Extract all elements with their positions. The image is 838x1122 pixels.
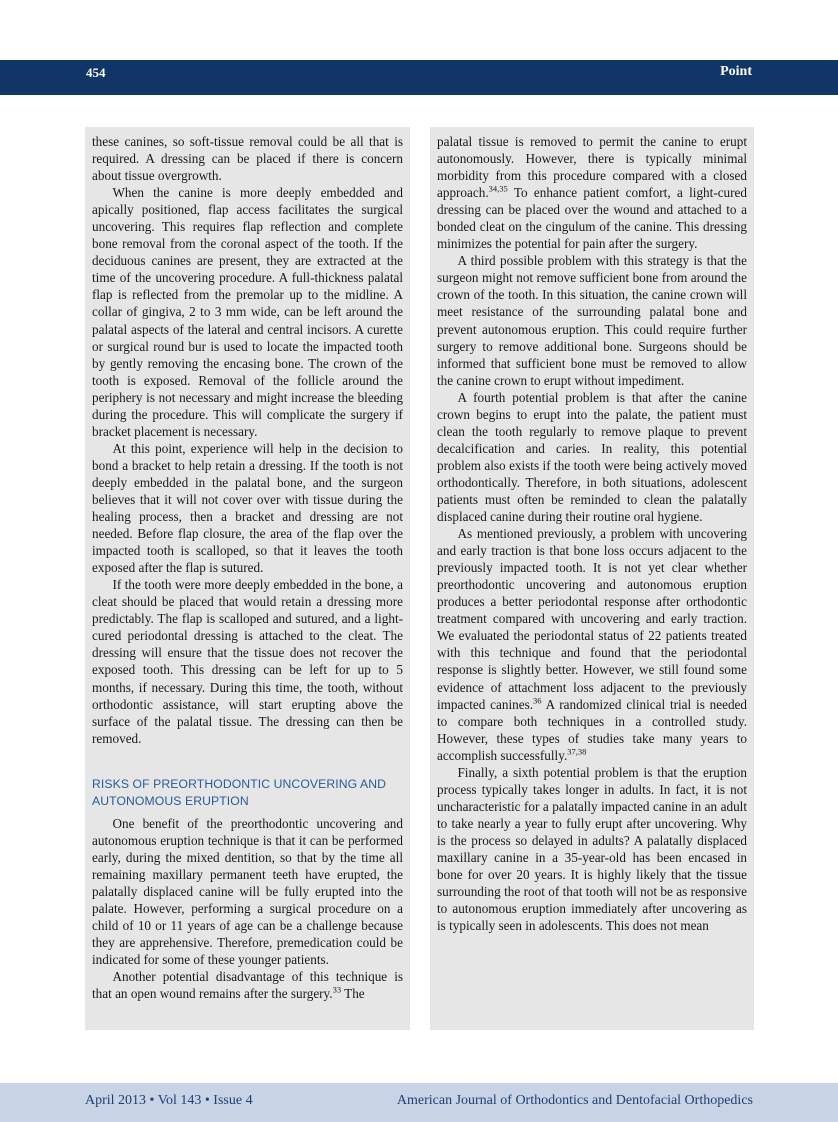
paragraph: If the tooth were more deeply embedded in the bone, a cleat should be placed that would retain a dressing more predictably. The flap is scalloped and sutured, and a light-cured periodontal dressing is attached to the cleat. The dressing will ensure that the tissue does not recover the exposed tooth. This dressing can be left for up to 5 months, if necessary. During this time, the tooth, without orthodontic assistance, will start erupting above the surface of the palatal tissue. The dressing can then be removed. bbox=[92, 577, 403, 746]
page-number: 454 bbox=[86, 65, 106, 80]
paragraph: At this point, experience will help in the decision to bond a bracket to help retain a dressing. If the tooth is not deeply embedded in the palatal bone, and the surgeon believes that it will not cover over with tissue during the healing process, then a bracket and dressing are not needed. Before flap closure, the area of the flap over the impacted tooth is scalloped, so that it leaves the tooth exposed after the flap is sutured. bbox=[92, 440, 403, 576]
paragraph: A third possible problem with this strategy is that the surgeon might not remove sufficient bone from around the crown of the tooth. In this situation, the canine crown will meet resistance of the surrounding palatal bone and prevent autonomous eruption. This could require further surgery to remove additional bone. Surgeons should be informed that sufficient bone must be removed to allow the canine crown to erupt without impediment. bbox=[437, 253, 747, 388]
section-label: Point bbox=[720, 64, 752, 79]
citation-ref: 33 bbox=[332, 984, 342, 995]
paragraph bbox=[437, 525, 747, 764]
paragraph-text: Another potential disadvantage of this technique is that an open wound remains after the surgery. bbox=[92, 969, 403, 1002]
paragraph: One benefit of the preorthodontic uncovering and autonomous eruption technique is that it can be performed early, during the mixed dentition, so that by the time all remaining maxillary permanent teeth have erupted, the palatally displaced canine will be fully erupted into the palate. However, performing a surgical procedure on a child of 10 or 11 years of age can be a challenge because they are apprehensive. Therefore, premedication could be indicated for some of these younger patients. bbox=[92, 815, 403, 968]
paragraph bbox=[437, 133, 747, 252]
issue-info: April 2013 • Vol 143 • Issue 4 bbox=[85, 1093, 253, 1108]
footer-bar bbox=[0, 1083, 838, 1122]
paragraph: Finally, a sixth potential problem is that the eruption process typically takes longer in adults. In fact, it is not uncharacteristic for a palatally impacted canine in an adult to take nearly a year to fully erupt after uncovering. Why is the process so delayed in adults? A palatally displaced maxillary canine in a 35-year-old has been encased in bone for over 20 years. It is highly likely that the tissue surrounding the root of that tooth will not be as responsive to autonomous eruption immediately after uncovering as is typically seen in adolescents. This does not mean bbox=[437, 764, 747, 934]
citation-ref: 34,35 bbox=[488, 183, 508, 194]
paragraph: When the canine is more deeply embedded and apically positioned, flap access facilitates the surgical uncovering. This requires flap reflection and complete bone removal from the coronal aspect of the tooth. If the deciduous canines are present, they are extracted at the time of the uncovering procedure. A full-thickness palatal flap is reflected from the premolar up to the midline. A collar of gingiva, 2 to 3 mm wide, can be left around the palatal aspects of the lateral and central incisors. A curette or surgical round bur is used to locate the impacted tooth by gently removing the encasing bone. The crown of the tooth is exposed. Removal of the follicle around the periphery is not necessary and might increase the bleeding during the procedure. This will complicate the surgery if bracket placement is necessary. bbox=[92, 185, 403, 439]
journal-name: American Journal of Orthodontics and Dentofacial Orthopedics bbox=[396, 1093, 753, 1108]
paragraph: these canines, so soft-tissue removal could be all that is required. A dressing can be placed if there is concern about tissue overgrowth. bbox=[92, 134, 403, 184]
paragraph bbox=[92, 968, 403, 1002]
header-bar bbox=[0, 60, 838, 95]
citation-ref: 36 bbox=[533, 695, 542, 706]
paragraph-text: The bbox=[341, 986, 365, 1002]
left-column bbox=[85, 127, 410, 1030]
right-column bbox=[430, 127, 754, 1030]
paragraph-text: A randomized clinical trial is needed to compare both techniques in a controlled study. However, these types of studies take many years to accomplish successfully. bbox=[437, 696, 747, 763]
paragraph-text: To enhance patient comfort, a light-cured dressing can be placed over the wound and attached to a bonded cleat on the cingulum of the canine. This dressing minimizes the potential for pain after the surgery. bbox=[437, 185, 747, 252]
section-heading: RISKS OF PREORTHODONTIC UNCOVERING AND AUTONOMOUS ERUPTION bbox=[92, 776, 387, 808]
paragraph-text: As mentioned previously, a problem with uncovering and early traction is that bone loss occurs adjacent to the previously impacted tooth. It is not yet clear whether preorthodontic uncovering and autonomous eruption produces a better periodontal response after orthodontic treatment compared with uncovering and early traction. We evaluated the periodontal status of 22 patients treated with this technique and found that the periodontal response is slightly better. However, we still found some evidence of attachment loss adjacent to the previously impacted canines. bbox=[437, 526, 747, 712]
paragraph-text: palatal tissue is removed to permit the canine to erupt autonomously. However, there is typically minimal morbidity from this procedure compared with a closed approach. bbox=[437, 134, 747, 201]
citation-ref: 37,38 bbox=[567, 746, 587, 757]
paragraph: A fourth potential problem is that after the canine crown begins to erupt into the palate, the patient must clean the tooth regularly to remove plaque to prevent decalcification and caries. In reality, this potential problem also exists if the tooth were being actively moved orthodontically. Therefore, in both situations, adolescent patients must often be reminded to clean the palatally displaced canine during their routine oral hygiene. bbox=[437, 389, 747, 525]
